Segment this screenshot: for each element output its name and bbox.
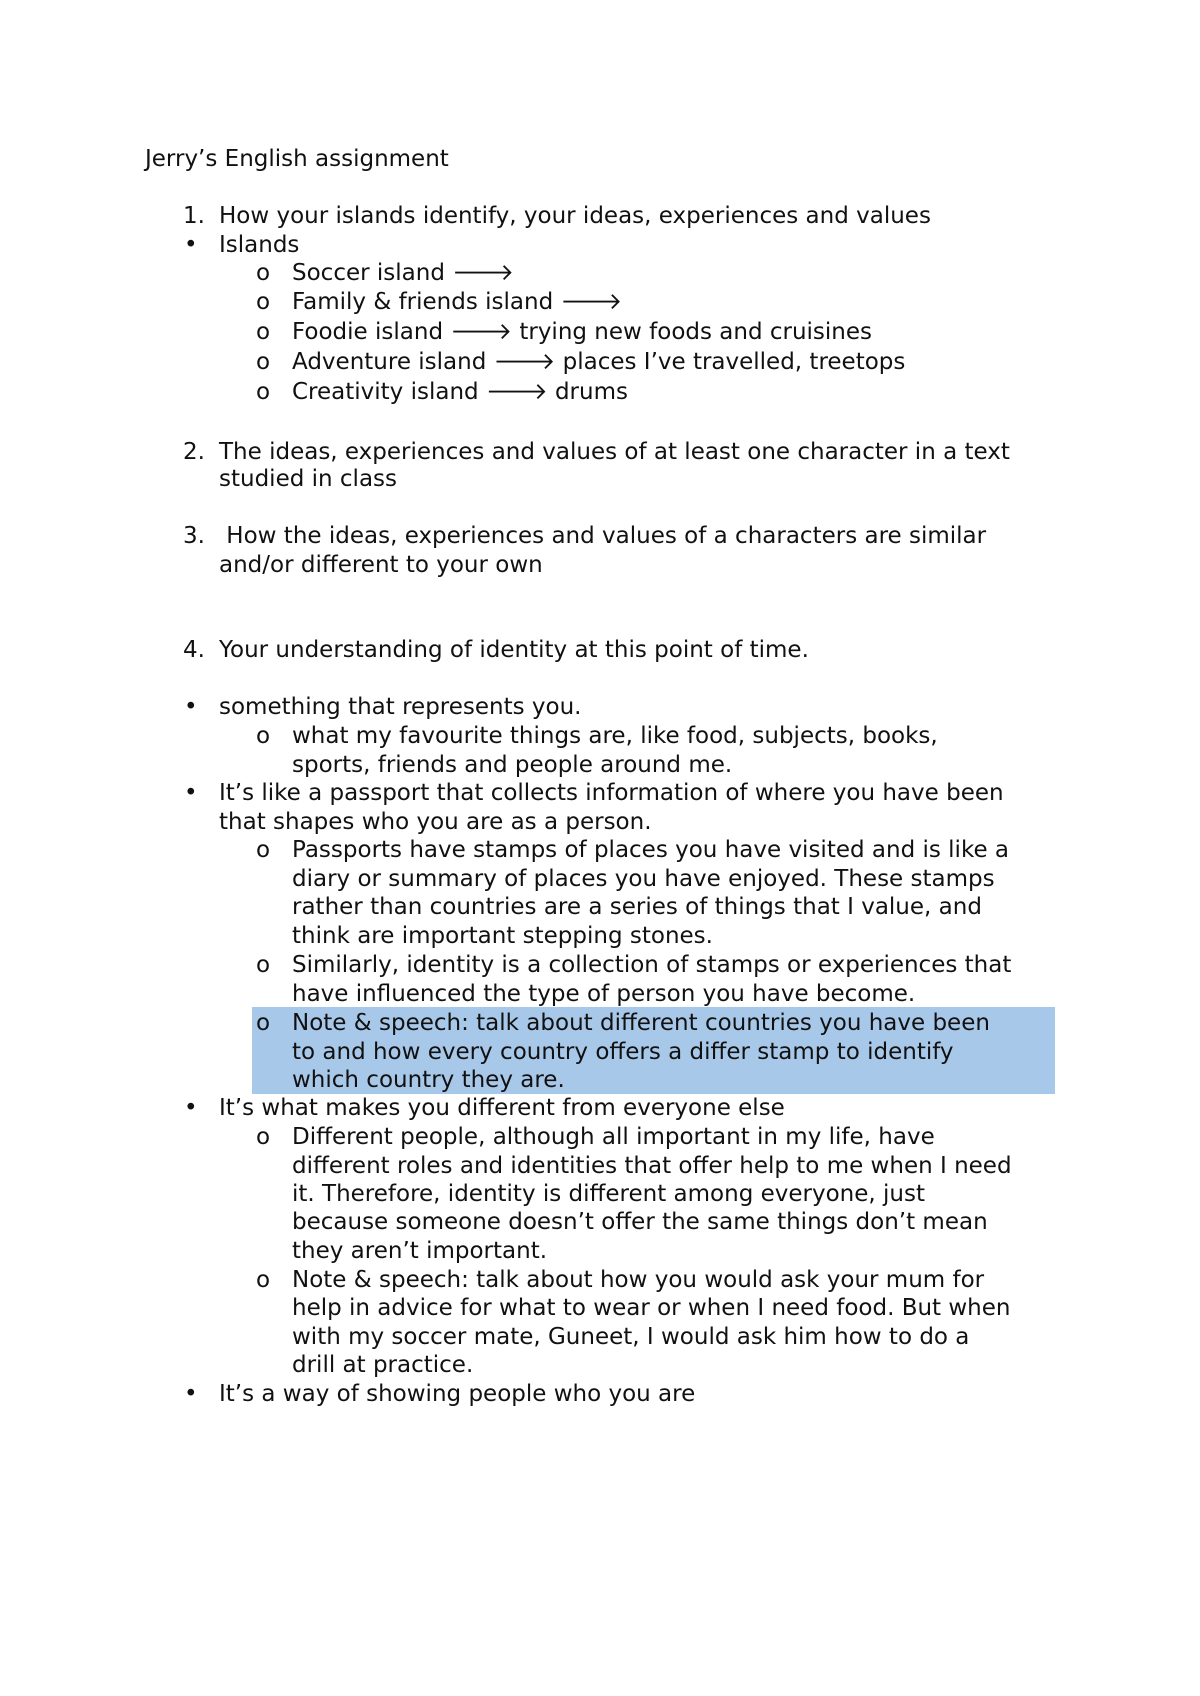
bullet-marker: • [184, 780, 198, 806]
sub-marker: o [256, 319, 271, 345]
sub-text-line: diary or summary of places you have enjoyed. These stamps [292, 866, 995, 892]
sub-marker: o [256, 379, 271, 405]
question-3-line: and/or different to your own [219, 552, 543, 578]
bullet-marker: • [184, 1095, 198, 1121]
highlighted-note-line: to and how every country offers a differ stamp to identify [292, 1039, 954, 1065]
highlighted-note-line: which country they are. [292, 1067, 565, 1093]
sub-marker: o [256, 289, 271, 315]
island-item: Foodie island 🡒 trying new foods and cruisines [292, 319, 873, 345]
sub-marker: o [256, 349, 271, 375]
sub-text-line: they aren’t important. [292, 1238, 548, 1264]
list-number-4: 4. [183, 637, 205, 663]
bullet-text: something that represents you. [219, 694, 582, 720]
bullet-marker: • [184, 1381, 198, 1407]
sub-marker: o [256, 1124, 271, 1150]
sub-text-line: because someone doesn’t offer the same things don’t mean [292, 1209, 988, 1235]
sub-text-line: think are important stepping stones. [292, 923, 713, 949]
highlighted-note-line: Note & speech: talk about different countries you have been [292, 1010, 990, 1036]
sub-text-line: with my soccer mate, Guneet, I would ask him how to do a [292, 1324, 970, 1350]
sub-marker: o [256, 1010, 271, 1036]
sub-text-line: Note & speech: talk about how you would ask your mum for [292, 1267, 985, 1293]
islands-label: Islands [219, 232, 300, 258]
question-1: How your islands identify, your ideas, experiences and values [219, 203, 931, 229]
bullet-text-line: It’s like a passport that collects information of where you have been [219, 780, 1004, 806]
sub-marker: o [256, 952, 271, 978]
island-item: Creativity island 🡒 drums [292, 379, 628, 405]
bullet-text-line: that shapes who you are as a person. [219, 809, 652, 835]
sub-text-line: have influenced the type of person you have become. [292, 981, 916, 1007]
sub-text-line: Different people, although all important in my life, have [292, 1124, 935, 1150]
list-number-2: 2. [183, 439, 205, 465]
sub-text-line: it. Therefore, identity is different among everyone, just [292, 1181, 925, 1207]
question-3-line: How the ideas, experiences and values of a characters are similar [219, 523, 987, 549]
sub-text-line: Similarly, identity is a collection of stamps or experiences that [292, 952, 1012, 978]
question-2-line: The ideas, experiences and values of at least one character in a text [219, 439, 1010, 465]
question-2-line: studied in class [219, 466, 398, 492]
sub-text-line: sports, friends and people around me. [292, 752, 733, 778]
document-title: Jerry’s English assignment [145, 146, 449, 172]
sub-text-line: different roles and identities that offer help to me when I need [292, 1153, 1012, 1179]
list-number-1: 1. [183, 203, 205, 229]
sub-marker: o [256, 260, 271, 286]
bullet-marker: • [184, 694, 198, 720]
sub-marker: o [256, 723, 271, 749]
sub-text-line: drill at practice. [292, 1352, 474, 1378]
sub-text-line: rather than countries are a series of things that I value, and [292, 894, 982, 920]
bullet-text: It’s a way of showing people who you are [219, 1381, 696, 1407]
question-4: Your understanding of identity at this point of time. [219, 637, 809, 663]
sub-text-line: Passports have stamps of places you have visited and is like a [292, 837, 1009, 863]
sub-marker: o [256, 837, 271, 863]
island-item: Family & friends island 🡒 [292, 289, 623, 315]
sub-text-line: help in advice for what to wear or when I need food. But when [292, 1295, 1011, 1321]
island-item: Adventure island 🡒 places I’ve travelled, treetops [292, 349, 906, 375]
list-number-3: 3. [183, 523, 205, 549]
sub-text-line: what my favourite things are, like food, subjects, books, [292, 723, 938, 749]
island-item: Soccer island 🡒 [292, 260, 514, 286]
bullet-text: It’s what makes you different from everyone else [219, 1095, 785, 1121]
bullet-marker: • [184, 232, 198, 258]
sub-marker: o [256, 1267, 271, 1293]
